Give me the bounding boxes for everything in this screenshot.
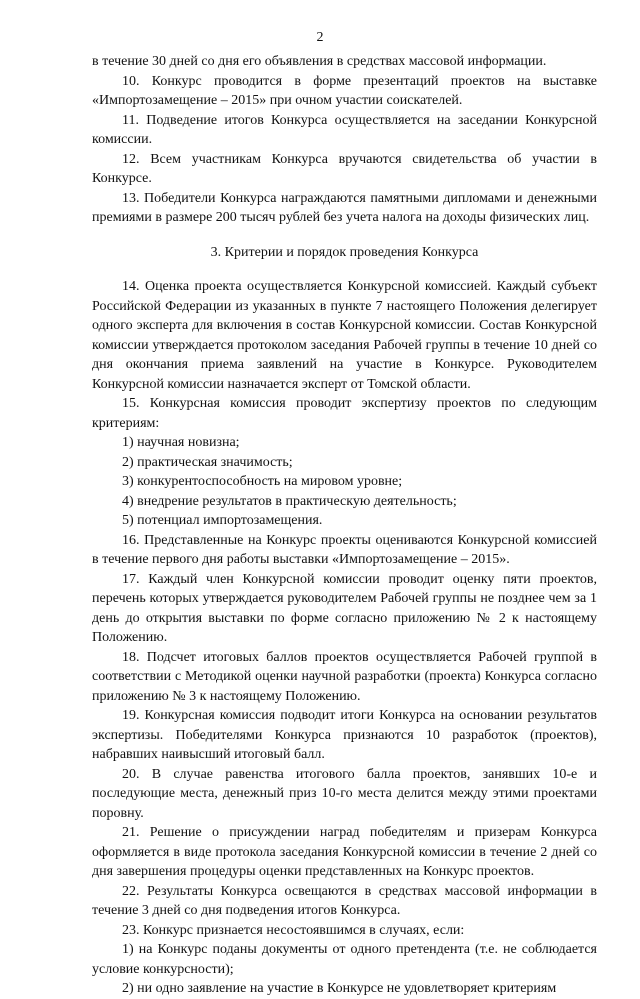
paragraph-22: 22. Результаты Конкурса освещаются в средствах массовой информации в течение 3 дней со дня подведения итогов Конкурса. [92,883,597,918]
criterion-item: 3) конкурентоспособность на мировом уровне; [122,474,403,489]
paragraph-13: 13. Победители Конкурса награждаются памятными дипломами и денежными премиями в размере 200 тысяч рублей без учета налога на доходы физических лиц. [92,190,597,225]
criterion-item: 5) потенциал импортозамещения. [122,513,323,528]
paragraph-14: 14. Оценка проекта осуществляется Конкурсной комиссией. Каждый субъект Российской Федерации из указанных в пункте 7 настоящего Положения делегирует одного эксперта для включения в состав Конкурсной комиссии. Состав Конкурсной комиссии утверждается протоколом заседания Рабочей группы в течение 10 дней со дня окончания приема заявлений на участие в Конкурсе. Руководителем Конкурсной комиссии назначается эксперт от Томской области. [92,279,597,392]
paragraph-20: 20. В случае равенства итогового балла проектов, занявших 10-е и последующие места, денежный приз 10-го места делится между этими проектами поровну. [92,766,597,821]
section-heading: 3. Критерии и порядок проведения Конкурса [210,244,479,260]
paragraph-11: 11. Подведение итогов Конкурса осуществляется на заседании Конкурсной комиссии. [92,112,597,147]
paragraph-19: 19. Конкурсная комиссия подводит итоги Конкурса на основании результатов экспертизы. Победителями Конкурса признаются 10 разработок (проектов), набравших наивысший итоговый балл. [92,708,597,762]
criterion-item: 4) внедрение результатов в практическую деятельность; [122,493,457,509]
paragraph-16: 16. Представленные на Конкурс проекты оцениваются Конкурсной комиссией в течение первого дня работы выставки «Импортозамещение – 2015». [92,532,597,567]
paragraph-23-item-2: 2) ни одно заявление на участие в Конкурсе не удовлетворяет критериям [122,981,557,996]
paragraph-15: 15. Конкурсная комиссия проводит экспертизу проектов по следующим критериям: [92,396,597,431]
document-body [92,52,597,999]
paragraph-12: 12. Всем участникам Конкурса вручаются свидетельства об участии в Конкурсе. [92,151,597,186]
paragraph-17: 17. Каждый член Конкурсной комиссии проводит оценку пяти проектов, перечень которых утверждается руководителем Рабочей группы не позднее чем за 1 день до открытия выставки по форме согласно приложению № 2 к настоящему Положению. [92,571,597,645]
paragraph-23: 23. Конкурс признается несостоявшимся в случаях, если: [122,922,465,938]
paragraph-23-item-1: 1) на Конкурс поданы документы от одного претендента (т.е. не соблюдается условие конкурсности); [92,942,597,977]
paragraph-10: 10. Конкурс проводится в форме презентаций проектов на выставке «Импортозамещение – 2015» при очном участии соискателей. [92,73,597,108]
criterion-item: 2) практическая значимость; [122,454,293,470]
paragraph-21: 21. Решение о присуждении наград победителям и призерам Конкурса оформляется в виде протокола заседания Конкурсной комиссии в течение 2 дней со дня завершения процедуры оценки представленных на Конкурс проектов. [92,825,597,879]
paragraph-9-continuation: в течение 30 дней со дня его объявления в средствах массовой информации. [92,54,547,69]
criterion-item: 1) научная новизна; [122,435,240,450]
page-number: 2 [316,30,324,45]
paragraph-18: 18. Подсчет итоговых баллов проектов осуществляется Рабочей группой в соответствии с Методикой оценки научной разработки (проекта) Конкурса согласно приложению № 3 к настоящему Положению. [92,649,597,704]
